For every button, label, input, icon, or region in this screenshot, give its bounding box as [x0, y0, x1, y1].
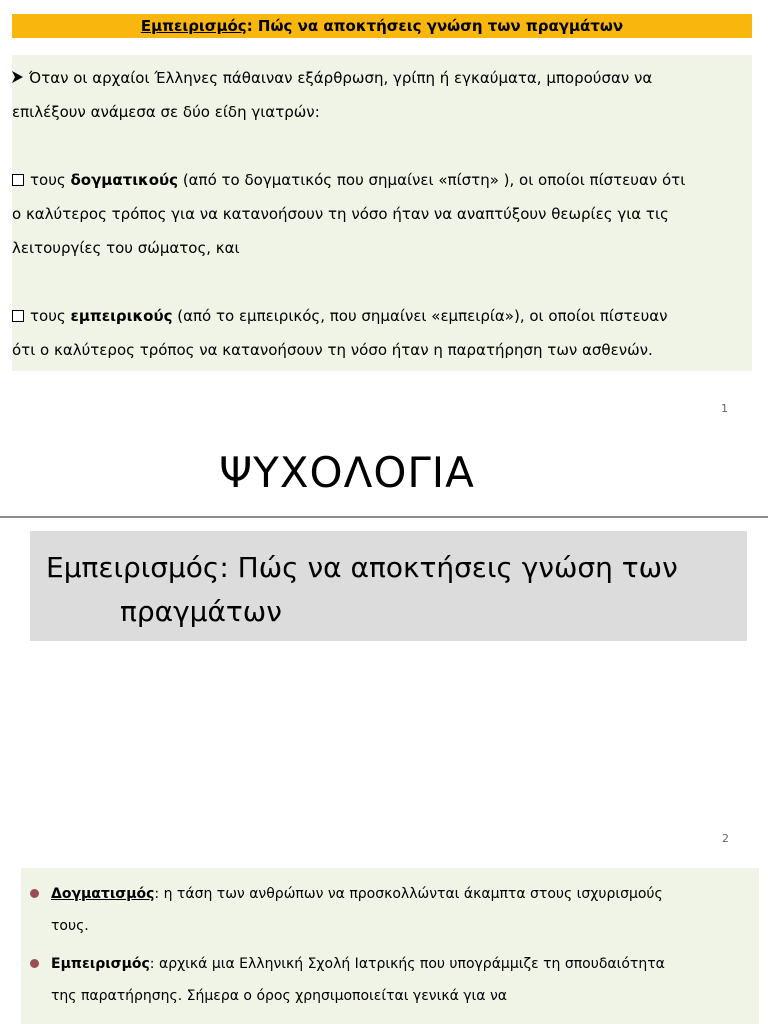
slide1-body — [12, 55, 752, 371]
intro-paragraph — [12, 61, 752, 129]
item2-line-2: της παρατήρησης. Σήμερα ο όρος χρησιμοποιείται γενικά για να — [51, 988, 508, 1004]
emp-line-1: (από το εμπειρικός, που σημαίνει «εμπειρία»), οι οποίοι πίστευαν — [172, 307, 668, 325]
dogmatism-term: Δογματισμός — [51, 886, 155, 902]
item1-line-2: τους. — [51, 918, 89, 934]
slide2-title-line-2: πραγμάτων — [120, 595, 282, 628]
empirical-paragraph — [12, 299, 752, 367]
bullet-dot-icon — [30, 889, 39, 898]
page-number: 2 — [722, 832, 729, 845]
list-item — [21, 942, 759, 1012]
emp-prefix: τους — [30, 307, 71, 325]
dogmatic-term: δογματικούς — [70, 171, 179, 189]
dog-line-3: λειτουργίες του σώματος, και — [12, 239, 240, 257]
slide1-title-rest: : Πώς να αποκτήσεις γνώση των πραγμάτων — [246, 17, 624, 35]
slide1-title-bar — [12, 14, 752, 38]
slide2-title-line-1: Εμπειρισμός: Πώς να αποκτήσεις γνώση των — [46, 551, 678, 584]
list-item — [21, 868, 759, 942]
slide1-title-keyword: Εμπειρισμός — [140, 17, 247, 35]
arrow-bullet-icon — [12, 61, 23, 95]
psychology-heading: ΨΥΧΟΛΟΓΙΑ — [219, 448, 475, 497]
checkbox-bullet-icon — [12, 310, 24, 322]
emp-line-2: ότι ο καλύτερος τρόπος να κατανοήσουν τη νόσο ήταν η παρατήρηση των ασθενών. — [12, 341, 653, 359]
item1-line-1: : η τάση των ανθρώπων να προσκολλώνται άκαμπτα στους ισχυρισμούς — [154, 886, 663, 902]
checkbox-bullet-icon — [12, 174, 24, 186]
bullet-dot-icon — [30, 959, 39, 968]
dog-prefix: τους — [30, 171, 71, 189]
intro-line-1: Όταν οι αρχαίοι Έλληνες πάθαιναν εξάρθρωση, γρίπη ή εγκαύματα, μπορούσαν να — [29, 69, 653, 87]
dogmatic-paragraph — [12, 163, 752, 265]
slide3-body — [21, 868, 759, 1024]
item2-line-1: : αρχικά μια Ελληνική Σχολή Ιατρικής που υπογράμμιζε τη σπουδαιότητα — [149, 956, 665, 972]
intro-line-2: επιλέξουν ανάμεσα σε δύο είδη γιατρών: — [12, 103, 320, 121]
slide-divider — [0, 516, 768, 518]
dog-line-2: ο καλύτερος τρόπος για να κατανοήσουν τη νόσο ήταν να αναπτύξουν θεωρίες για τις — [12, 205, 669, 223]
slide2-title-box — [30, 531, 747, 641]
empirical-term: εμπειρικούς — [70, 307, 173, 325]
dog-line-1: (από το δογματικός που σημαίνει «πίστη» ), οι οποίοι πίστευαν ότι — [178, 171, 686, 189]
empiricism-term: Εμπειρισμός — [51, 956, 150, 972]
page-number: 1 — [721, 402, 728, 415]
